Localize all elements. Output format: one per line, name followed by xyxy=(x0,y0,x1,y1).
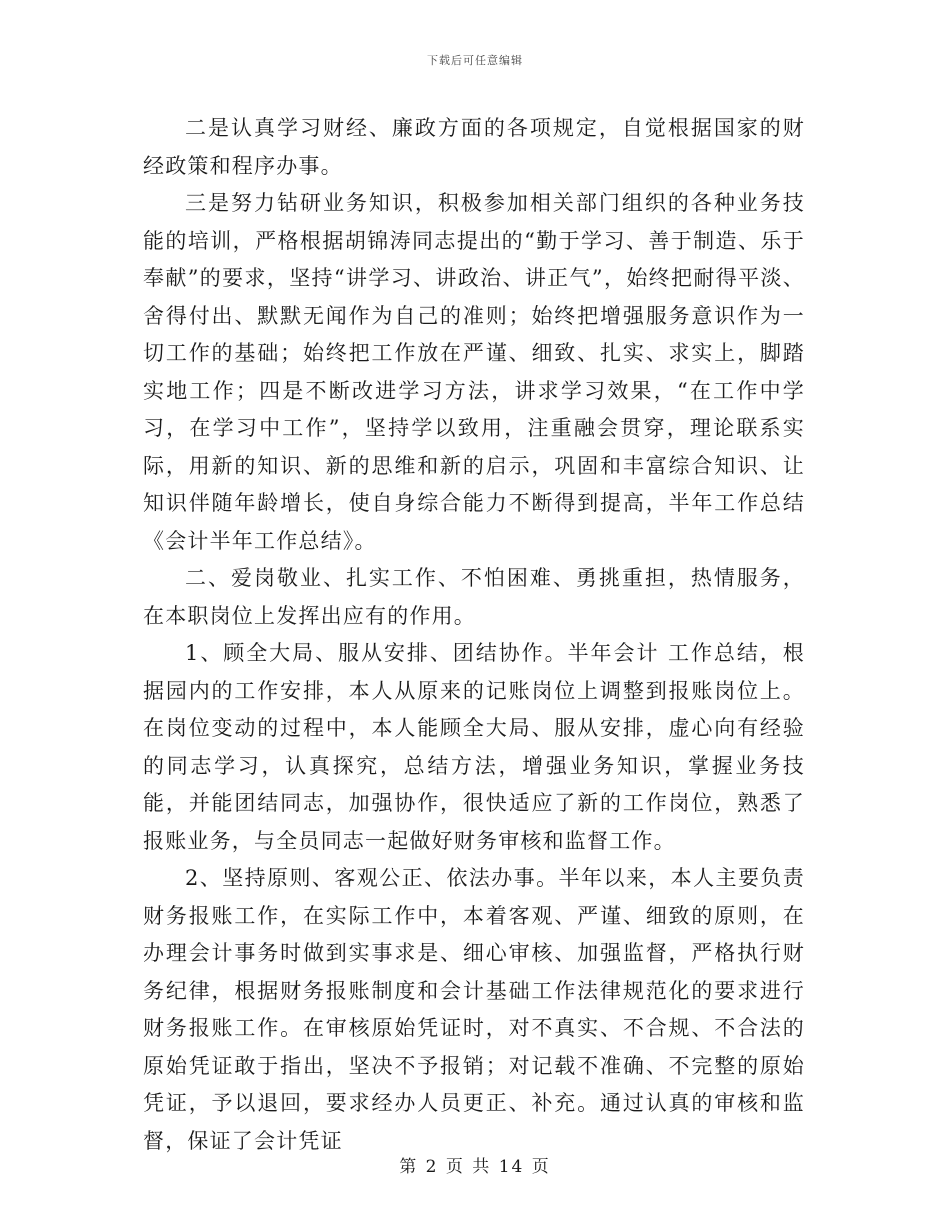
paragraph-5: 2、坚持原则、客观公正、依法办事。半年以来，本人主要负责财务报账工作，在实际工作中，本着客观、严谨、细致的原则，在办理会计事务时做到实事求是、细心审核、加强监督，严格执行财务纪律，根据财务报账制度和会计基础工作法律规范化的要求进行财务报账工作。在审核原始凭证时，对不真实、不合规、不合法的原始凭证敢于指出，坚决不予报销；对记载不准确、不完整的原始凭证，予以退回，要求经办人员更正、补充。通过认真的审核和监督，保证了会计凭证 xyxy=(143,866,805,1153)
paragraph-3: 二、爱岗敬业、扎实工作、不怕困难、勇挑重担，热情服务，在本职岗位上发挥出应有的作用。 xyxy=(143,566,805,628)
page-header: 下载后可任意编辑 xyxy=(427,54,523,67)
document-body xyxy=(143,110,805,1160)
paragraph-1: 二是认真学习财经、廉政方面的各项规定，自觉根据国家的财经政策和程序办事。 xyxy=(143,116,805,178)
paragraph-4: 1、顾全大局、服从安排、团结协作。半年会计 工作总结，根据园内的工作安排，本人从原来的记账岗位上调整到报账岗位上。在岗位变动的过程中，本人能顾全大局、服从安排，虚心向有经验的同志学习，认真探究，总结方法，增强业务知识，掌握业务技能，并能团结同志，加强协作，很快适应了新的工作岗位，熟悉了报账业务，与全员同志一起做好财务审核和监督工作。 xyxy=(143,641,805,853)
page-number-footer: 第 2 页 共 14 页 xyxy=(399,1157,551,1177)
paragraph-2: 三是努力钻研业务知识，积极参加相关部门组织的各种业务技能的培训，严格根据胡锦涛同志提出的“勤于学习、善于制造、乐于奉献”的要求，坚持“讲学习、讲政治、讲正气”，始终把耐得平淡、舍得付出、默默无闻作为自己的准则；始终把增强服务意识作为一切工作的基础；始终把工作放在严谨、细致、扎实、求实上，脚踏实地工作；四是不断改进学习方法，讲求学习效果，“在工作中学习，在学习中工作”，坚持学以致用，注重融会贯穿，理论联系实际，用新的知识、新的思维和新的启示，巩固和丰富综合知识、让知识伴随年龄增长，使自身综合能力不断得到提高，半年工作总结《会计半年工作总结》。 xyxy=(143,191,805,553)
